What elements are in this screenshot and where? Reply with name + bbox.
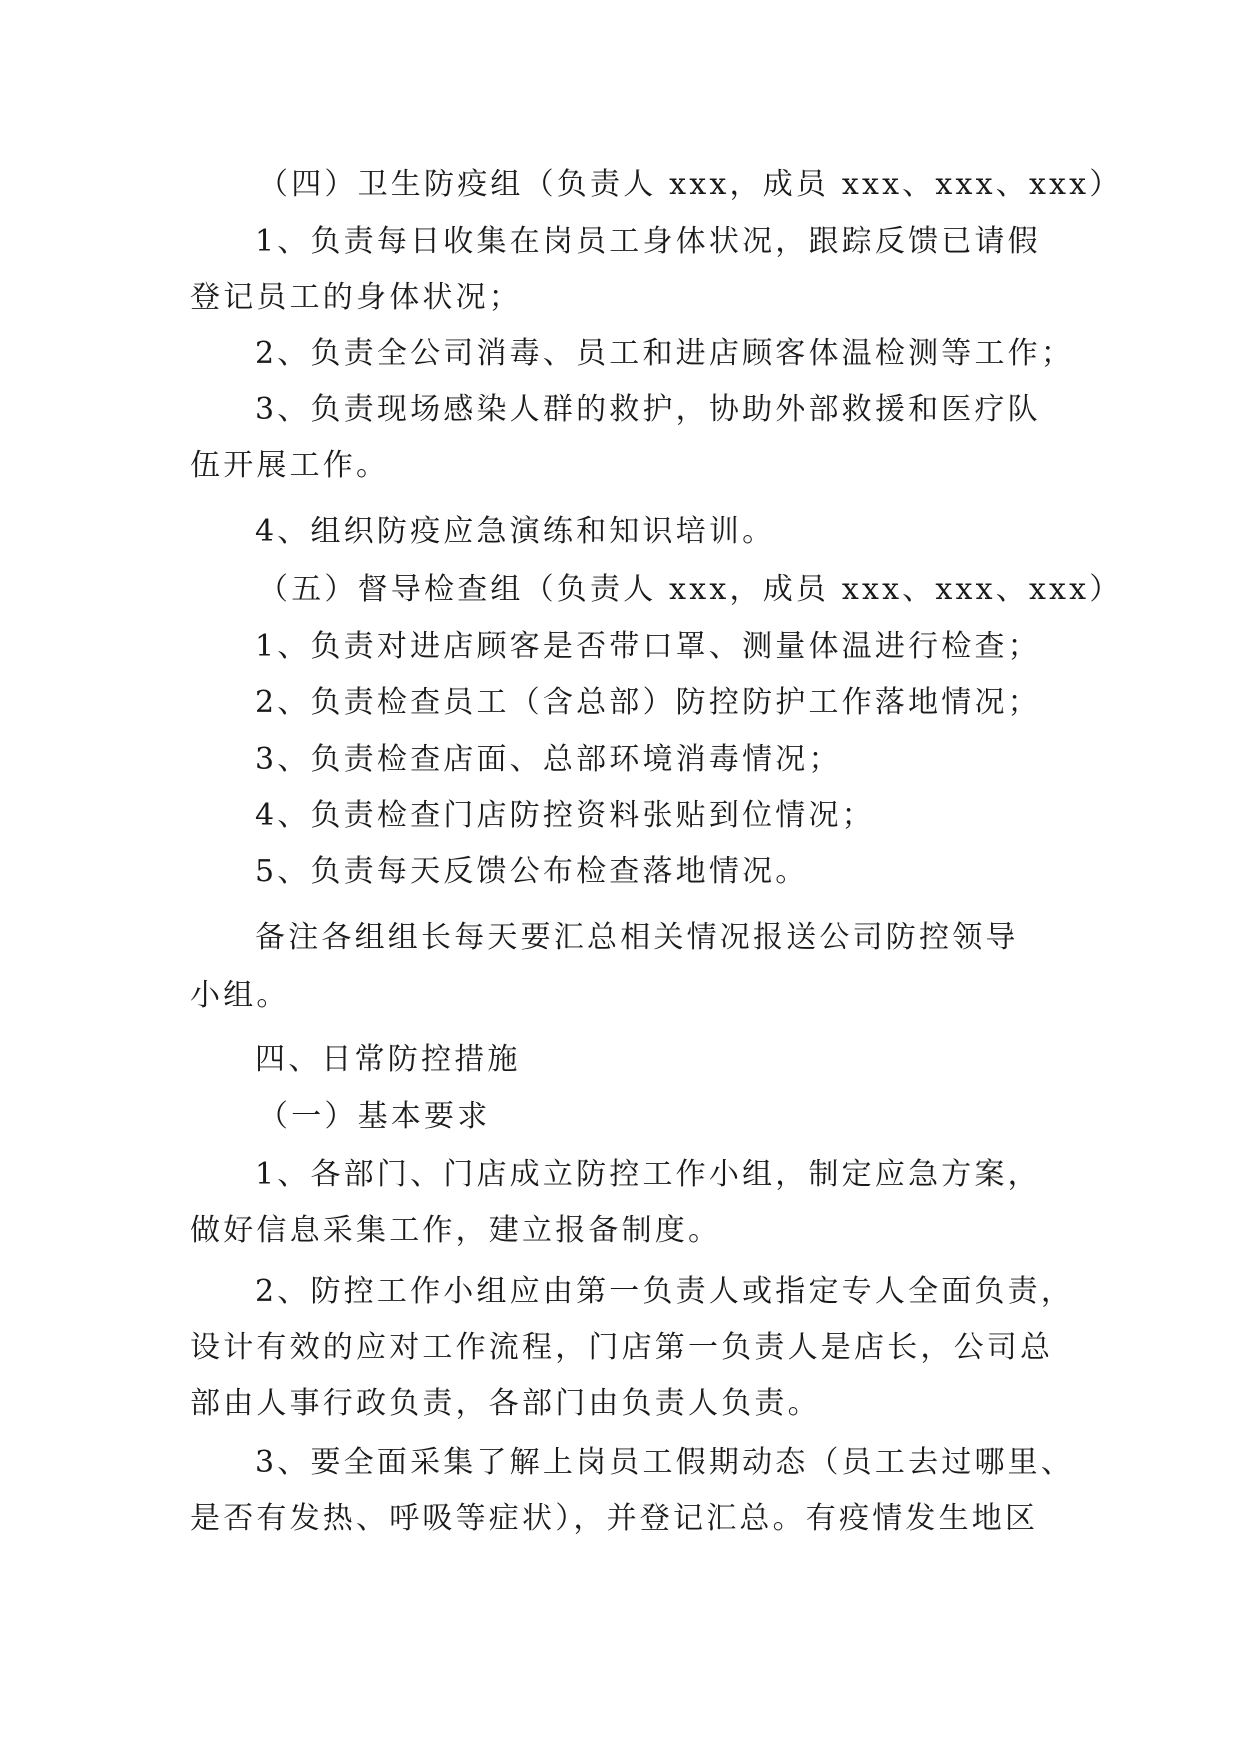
paragraph-line: 小组。 xyxy=(190,978,290,1013)
paragraph-line: 伍开展工作。 xyxy=(190,448,390,483)
paragraph-line: 登记员工的身体状况； xyxy=(190,280,522,315)
paragraph-line: 设计有效的应对工作流程，门店第一负责人是店长，公司总 xyxy=(190,1330,1054,1365)
subsection-heading-basic-requirements: （一）基本要求 xyxy=(258,1099,491,1134)
paragraph-line: 3、负责检查店面、总部环境消毒情况； xyxy=(255,742,842,777)
paragraph-line: 2、防控工作小组应由第一负责人或指定专人全面负责， xyxy=(255,1274,1075,1309)
paragraph-line: 备注各组组长每天要汇总相关情况报送公司防控领导 xyxy=(255,920,1019,955)
section-heading-hygiene-group: （四）卫生防疫组（负责人 xxx，成员 xxx、xxx、xxx） xyxy=(258,167,1123,202)
paragraph-line: 1、负责对进店顾客是否带口罩、测量体温进行检查； xyxy=(255,629,1041,664)
paragraph-line: 部由人事行政负责，各部门由负责人负责。 xyxy=(190,1386,821,1421)
paragraph-line: 3、要全面采集了解上岗员工假期动态（员工去过哪里、 xyxy=(255,1445,1075,1480)
paragraph-line: 做好信息采集工作，建立报备制度。 xyxy=(190,1213,722,1248)
paragraph-line: 4、组织防疫应急演练和知识培训。 xyxy=(255,514,776,549)
paragraph-line: 1、各部门、门店成立防控工作小组，制定应急方案， xyxy=(255,1157,1041,1192)
paragraph-line: 3、负责现场感染人群的救护，协助外部救援和医疗队 xyxy=(255,392,1041,427)
paragraph-line: 4、负责检查门店防控资料张贴到位情况； xyxy=(255,798,875,833)
paragraph-line: 1、负责每日收集在岗员工身体状况，跟踪反馈已请假 xyxy=(255,224,1041,259)
paragraph-line: 2、负责全公司消毒、员工和进店顾客体温检测等工作； xyxy=(255,336,1075,371)
section-heading-inspection-group: （五）督导检查组（负责人 xxx，成员 xxx、xxx、xxx） xyxy=(258,572,1123,607)
paragraph-line: 是否有发热、呼吸等症状），并登记汇总。有疫情发生地区 xyxy=(190,1501,1039,1536)
paragraph-line: 2、负责检查员工（含总部）防控防护工作落地情况； xyxy=(255,685,1041,720)
paragraph-line: 5、负责每天反馈公布检查落地情况。 xyxy=(255,854,809,889)
section-heading-daily-measures: 四、日常防控措施 xyxy=(255,1042,521,1077)
